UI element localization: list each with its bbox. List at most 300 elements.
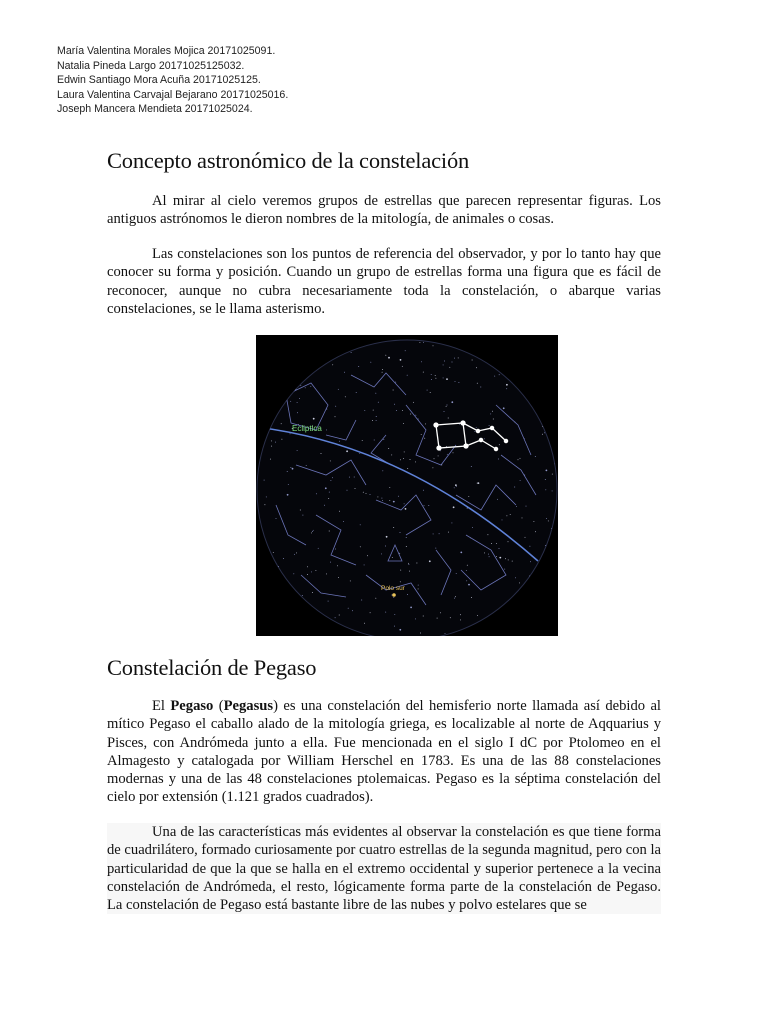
- star-dot: [399, 629, 401, 631]
- star-dot: [345, 396, 346, 397]
- star-dot: [458, 357, 459, 358]
- star-dot: [454, 358, 455, 359]
- star-dot: [450, 617, 451, 618]
- star-dot: [506, 384, 508, 386]
- star-dot: [421, 361, 422, 362]
- bold-term: Pegaso: [170, 698, 214, 714]
- star-dot: [545, 545, 546, 546]
- star-dot: [364, 564, 365, 565]
- star-dot: [456, 486, 457, 487]
- star-dot: [506, 388, 507, 389]
- text-run: El: [152, 698, 171, 714]
- star-dot: [451, 401, 453, 403]
- star-dot: [455, 381, 456, 382]
- star-dot: [430, 392, 431, 393]
- star-dot: [525, 537, 526, 538]
- star-dot: [487, 534, 488, 535]
- star-dot: [405, 508, 407, 510]
- star-dot: [393, 390, 394, 391]
- star-dot: [360, 546, 361, 547]
- star-dot: [508, 541, 509, 542]
- star-dot: [351, 352, 352, 353]
- star-dot: [391, 454, 392, 455]
- star-dot: [419, 342, 420, 343]
- star-dot: [471, 597, 472, 598]
- star-dot: [431, 374, 432, 375]
- star-dot: [376, 416, 377, 417]
- star-dot: [408, 564, 409, 565]
- star-dot: [400, 459, 401, 460]
- star-dot: [339, 511, 340, 512]
- star-dot: [415, 461, 416, 462]
- star-dot: [480, 387, 481, 388]
- star-dot: [302, 595, 303, 596]
- author-line: Joseph Mancera Mendieta 20171025024.: [57, 103, 253, 116]
- south-pole-label: Polo sur: [381, 585, 405, 592]
- star-dot: [496, 543, 497, 544]
- star-dot: [378, 402, 379, 403]
- star-dot: [370, 612, 371, 613]
- star-dot: [375, 393, 376, 394]
- star-dot: [493, 419, 494, 420]
- star-dot: [403, 458, 404, 459]
- star-dot: [415, 618, 416, 619]
- star-dot: [328, 601, 329, 602]
- star-dot: [510, 514, 511, 515]
- star-dot: [382, 470, 383, 471]
- star-dot: [293, 573, 294, 574]
- star-dot: [385, 612, 386, 613]
- star-dot: [283, 558, 284, 559]
- star-dot: [306, 465, 307, 466]
- star-dot: [455, 484, 457, 486]
- star-dot: [270, 459, 271, 460]
- star-dot: [343, 521, 344, 522]
- star-dot: [435, 375, 436, 376]
- star-dot: [466, 580, 467, 581]
- section-title-concept: Concepto astronómico de la constelación: [107, 148, 470, 173]
- star-dot: [292, 468, 294, 470]
- star-dot: [394, 614, 395, 615]
- star-dot: [530, 561, 531, 562]
- star-dot: [443, 377, 444, 378]
- star-dot: [491, 543, 492, 544]
- star-dot: [335, 617, 336, 618]
- star-dot: [361, 600, 362, 601]
- star-dot: [363, 492, 364, 493]
- star-dot: [296, 552, 297, 553]
- star-dot: [478, 482, 480, 484]
- star-dot: [297, 412, 298, 413]
- star-chart-image: [256, 335, 558, 636]
- star-dot: [471, 466, 472, 467]
- star-dot: [381, 553, 382, 554]
- star-dot: [432, 467, 433, 468]
- star-dot: [264, 480, 265, 481]
- paragraph-intro: Al mirar al cielo veremos grupos de estrellas que parecen representar figuras. Los antiguos astrónomos le dieron nombres de la mitología, de animales o cosas.: [107, 193, 661, 228]
- star-dot: [326, 573, 327, 574]
- star-dot: [508, 559, 509, 560]
- star-dot: [476, 427, 477, 428]
- star-dot: [484, 552, 485, 553]
- star-dot: [388, 357, 390, 359]
- star-dot: [421, 434, 422, 435]
- star-dot: [497, 499, 498, 500]
- star-dot: [437, 618, 438, 619]
- star-dot: [514, 487, 515, 488]
- star-dot: [544, 432, 545, 433]
- star-dot: [548, 520, 549, 521]
- star-dot: [460, 619, 461, 620]
- star-dot: [496, 556, 497, 557]
- star-dot: [330, 562, 331, 563]
- star-dot: [472, 527, 473, 528]
- star-dot: [440, 612, 441, 613]
- star-dot: [367, 555, 368, 556]
- star-dot: [388, 448, 389, 449]
- star-dot: [418, 585, 419, 586]
- star-dot: [402, 410, 403, 411]
- star-dot: [492, 411, 493, 412]
- star-dot: [324, 505, 325, 506]
- star-dot: [297, 450, 298, 451]
- star-dot: [460, 614, 461, 615]
- star-dot: [394, 404, 395, 405]
- star-dot: [300, 510, 301, 511]
- star-dot: [455, 596, 456, 597]
- star-dot: [516, 506, 517, 507]
- star-dot: [402, 366, 403, 367]
- star-dot: [302, 515, 303, 516]
- star-dot: [438, 455, 439, 456]
- star-dot: [311, 571, 312, 572]
- star-dot: [456, 573, 457, 574]
- star-dot: [409, 571, 410, 572]
- star-dot: [352, 610, 353, 611]
- star-dot: [370, 494, 371, 495]
- star-dot: [399, 553, 400, 554]
- star-dot: [424, 505, 425, 506]
- star-dot: [307, 566, 308, 567]
- star-dot: [335, 406, 336, 407]
- star-dot: [546, 518, 547, 519]
- star-dot: [392, 557, 393, 558]
- star-dot: [318, 548, 319, 549]
- star-dot: [364, 410, 365, 411]
- star-dot: [395, 382, 396, 383]
- star-dot: [423, 490, 424, 491]
- star-dot: [386, 536, 388, 538]
- star-dot: [382, 372, 383, 373]
- star-dot: [326, 429, 327, 430]
- text-run: (: [213, 698, 224, 714]
- star-dot: [453, 506, 455, 508]
- star-dot: [330, 480, 331, 481]
- star-dot: [393, 527, 394, 528]
- star-dot: [405, 350, 406, 351]
- star-dot: [433, 345, 434, 346]
- paragraph-pegasus-shape: Una de las características más evidentes al observar la constelación es que tiene forma de cuadrilátero, formado curiosamente por cuatro estrellas de la segunda magnitud, pero con la particularidad de que la que se halla en el extremo occidental y superior pertenece a la vecina constelación de Andrómeda, el resto, lógicamente forma parte de la constelación de Pegaso. La constelación de Pegaso está bastante libre de las nubes y polvo estelares que se: [107, 824, 661, 914]
- star-dot: [377, 496, 378, 497]
- star-dot: [358, 366, 359, 367]
- star-dot: [410, 414, 411, 415]
- star-dot: [360, 524, 361, 525]
- star-dot: [373, 410, 374, 411]
- star-dot: [350, 580, 351, 581]
- star-dot: [271, 446, 272, 447]
- star-dot: [394, 626, 395, 627]
- star-dot: [424, 438, 425, 439]
- star-dot: [476, 367, 477, 368]
- star-dot: [290, 401, 291, 402]
- star-dot: [313, 418, 315, 420]
- star-dot: [400, 532, 401, 533]
- star-dot: [332, 477, 333, 478]
- star-dot: [400, 570, 401, 571]
- star-dot: [449, 367, 450, 368]
- star-dot: [499, 557, 501, 559]
- star-dot: [522, 517, 523, 518]
- star-dot: [453, 452, 454, 453]
- star-dot: [339, 615, 340, 616]
- star-dot: [275, 442, 276, 443]
- star-dot: [310, 386, 311, 387]
- star-dot: [451, 522, 452, 523]
- star-dot: [423, 342, 424, 343]
- star-dot: [299, 398, 300, 399]
- star-dot: [276, 518, 277, 519]
- star-dot: [312, 592, 313, 593]
- star-dot: [458, 382, 459, 383]
- star-dot: [404, 451, 405, 452]
- author-line: María Valentina Morales Mojica 20171025091.: [57, 45, 276, 57]
- star-dot: [512, 561, 513, 562]
- star-dot: [499, 548, 500, 549]
- star-dot: [332, 364, 333, 365]
- star-dot: [520, 480, 521, 481]
- star-dot: [443, 364, 444, 365]
- star-dot: [506, 515, 507, 516]
- star-dot: [362, 440, 363, 441]
- star-dot: [410, 459, 411, 460]
- star-dot: [448, 532, 449, 533]
- sky-disc: [257, 340, 557, 636]
- star-dot: [494, 376, 495, 377]
- star-dot: [452, 362, 453, 363]
- star-dot: [427, 390, 428, 391]
- star-dot: [468, 496, 469, 497]
- star-dot: [490, 413, 491, 414]
- author-line: Laura Valentina Carvajal Bejarano 20171025016.: [57, 88, 289, 101]
- ecliptic-label: Ecliptica: [292, 424, 322, 433]
- star-dot: [415, 415, 416, 416]
- star-dot: [344, 372, 345, 373]
- star-dot: [423, 372, 424, 373]
- star-dot: [338, 389, 339, 390]
- star-dot: [407, 594, 408, 595]
- star-dot: [552, 474, 553, 475]
- star-dot: [503, 407, 505, 409]
- star-dot: [329, 492, 330, 493]
- star-dot: [545, 489, 546, 490]
- star-dot: [287, 471, 288, 472]
- star-dot: [477, 383, 478, 384]
- star-dot: [349, 477, 350, 478]
- star-dot: [393, 597, 394, 598]
- star-dot: [325, 487, 327, 489]
- star-dot: [466, 570, 467, 571]
- star-dot: [393, 501, 395, 503]
- star-dot: [264, 504, 265, 505]
- star-dot: [515, 577, 516, 578]
- star-dot: [359, 453, 360, 454]
- star-dot: [533, 521, 534, 522]
- star-dot: [545, 479, 546, 480]
- star-dot: [346, 450, 348, 452]
- star-dot: [404, 503, 405, 504]
- star-dot: [406, 546, 407, 547]
- bold-term: Pegasus: [223, 698, 274, 714]
- star-dot: [425, 423, 426, 424]
- star-dot: [348, 608, 349, 609]
- star-dot: [382, 500, 383, 501]
- star-dot: [335, 416, 336, 417]
- star-dot: [472, 360, 473, 361]
- star-dot: [389, 500, 390, 501]
- star-dot: [520, 458, 521, 459]
- author-list: [57, 44, 288, 117]
- section-title-pegasus: Constelación de Pegaso: [107, 655, 317, 680]
- star-dot: [287, 494, 289, 496]
- star-dot: [271, 440, 272, 441]
- star-dot: [355, 488, 356, 489]
- star-dot: [281, 439, 282, 440]
- paragraph-constellations: Las constelaciones son los puntos de referencia del observador, y por lo tanto hay que conocer su forma y posición. Cuando un grupo de estrellas forma una figura que es fácil de reconocer, aunque no cubra necesariamente toda la constelación, o abarque varias constelaciones, se le llama asterismo.: [107, 246, 661, 317]
- star-dot: [420, 633, 421, 634]
- star-dot: [454, 598, 455, 599]
- star-dot: [454, 487, 455, 488]
- star-dot: [529, 546, 530, 547]
- star-dot: [407, 468, 408, 469]
- star-dot: [300, 385, 301, 386]
- star-dot: [460, 552, 462, 554]
- star-dot: [535, 531, 536, 532]
- star-dot: [488, 554, 489, 555]
- star-dot: [339, 441, 340, 442]
- star-dot: [526, 506, 527, 507]
- star-dot: [375, 598, 376, 599]
- star-dot: [307, 574, 308, 575]
- star-dot: [413, 402, 414, 403]
- star-dot: [518, 459, 519, 460]
- star-dot: [498, 459, 499, 460]
- star-dot: [290, 467, 291, 468]
- star-dot: [273, 552, 274, 553]
- star-dot: [502, 519, 503, 520]
- star-dot: [328, 498, 329, 499]
- star-dot: [288, 484, 289, 485]
- star-chart-svg: [256, 335, 558, 636]
- star-dot: [294, 554, 295, 555]
- star-dot: [431, 379, 432, 380]
- author-line: Natalia Pineda Largo 20171025125032.: [57, 59, 245, 72]
- star-dot: [313, 530, 314, 531]
- star-dot: [396, 410, 397, 411]
- star-dot: [467, 565, 468, 566]
- star-dot: [484, 438, 485, 439]
- star-dot: [448, 418, 449, 419]
- star-dot: [435, 378, 436, 379]
- star-dot: [354, 477, 355, 478]
- star-dot: [372, 420, 373, 421]
- star-dot: [410, 607, 412, 609]
- star-dot: [535, 456, 536, 457]
- star-dot: [499, 444, 500, 445]
- star-dot: [445, 633, 446, 634]
- star-dot: [444, 361, 445, 362]
- star-dot: [383, 439, 384, 440]
- star-dot: [266, 496, 267, 497]
- star-dot: [337, 565, 338, 566]
- star-dot: [416, 563, 417, 564]
- star-dot: [330, 460, 331, 461]
- star-dot: [400, 581, 401, 582]
- star-dot: [468, 584, 470, 586]
- star-dot: [403, 423, 404, 424]
- star-dot: [366, 493, 367, 494]
- star-dot: [389, 487, 390, 488]
- star-dot: [281, 423, 282, 424]
- star-dot: [321, 453, 322, 454]
- star-dot: [316, 493, 317, 494]
- star-dot: [312, 531, 313, 532]
- star-dot: [382, 369, 383, 370]
- author-line: Edwin Santiago Mora Acuña 20171025125.: [57, 74, 261, 87]
- star-dot: [444, 411, 445, 412]
- star-dot: [385, 355, 386, 356]
- star-dot: [447, 454, 448, 455]
- star-dot: [400, 359, 402, 361]
- star-dot: [347, 490, 348, 491]
- star-dot: [434, 458, 435, 459]
- star-dot: [311, 532, 312, 533]
- star-dot: [477, 615, 478, 616]
- star-dot: [423, 616, 424, 617]
- star-dot: [489, 425, 490, 426]
- star-dot: [315, 570, 316, 571]
- star-dot: [435, 548, 436, 549]
- star-dot: [552, 490, 553, 491]
- paragraph-pegasus-intro: [107, 697, 661, 807]
- star-dot: [489, 556, 490, 557]
- star-dot: [297, 402, 298, 403]
- star-dot: [446, 378, 448, 380]
- star-dot: [519, 582, 520, 583]
- star-dot: [338, 577, 339, 578]
- star-dot: [505, 558, 506, 559]
- star-dot: [418, 588, 419, 589]
- star-dot: [385, 546, 386, 547]
- text-run: ) es una constelación del hemisferio norte llamada así debido al mítico Pegaso el caballo alado de la mitología griega, es localizable al norte de Aqquarius y Pisces, con Andrómeda junto a ella. Fue mencionada en el siglo I dC por Ptolomeo en el Almagesto y catalogada por William Herschel en 1783. Es una de las 88 constelaciones modernas y una de las 48 constelaciones ptolemaicas. Pegaso es la séptima constelación del cielo por extensión (1.121 grados cuadrados).: [107, 698, 661, 806]
- star-dot: [542, 434, 543, 435]
- south-pole-marker: [392, 593, 396, 597]
- star-dot: [364, 623, 365, 624]
- star-dot: [376, 420, 377, 421]
- star-dot: [408, 563, 409, 564]
- star-dot: [356, 392, 357, 393]
- star-dot: [446, 406, 447, 407]
- star-dot: [428, 505, 429, 506]
